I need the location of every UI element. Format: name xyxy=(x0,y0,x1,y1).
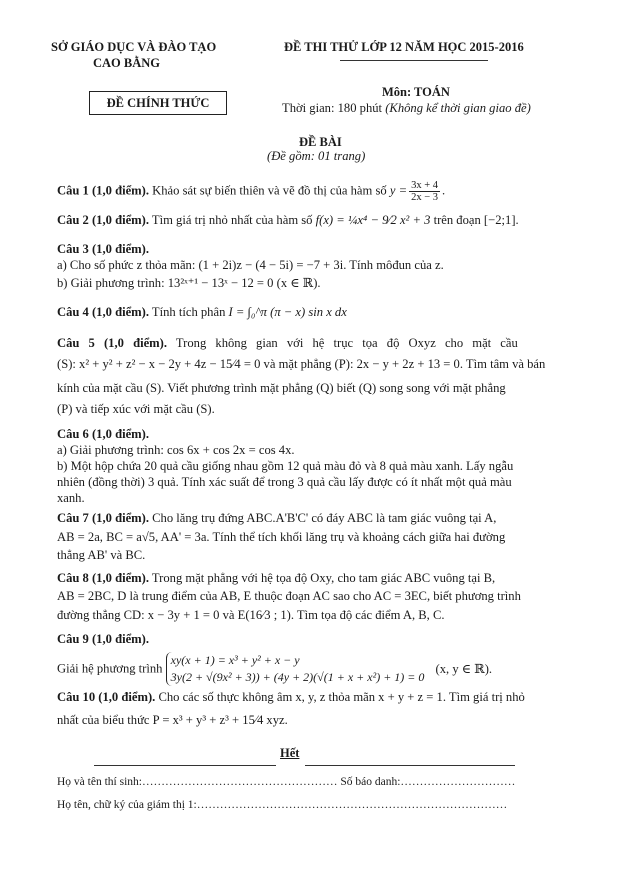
question-10-line-2: nhất của biểu thức P = x³ + y³ + z³ + 15⁄4 xyz. xyxy=(57,713,288,727)
question-6-part-b-line-1: b) Một hộp chứa 20 quả cầu giống nhau gồm 12 quả màu đỏ và 8 quả màu xanh. Lấy ngẫu xyxy=(57,459,514,473)
question-9-label: Câu 9 (1,0 điểm). xyxy=(57,632,149,646)
question-4 xyxy=(57,305,347,320)
question-5-line-3: kính của mặt cầu (S). Viết phương trình mặt phẳng (Q) biết (Q) song song với mặt phẳng xyxy=(57,381,506,395)
question-1-label: Câu 1 (1,0 điểm). xyxy=(57,183,149,198)
question-1-text: Khảo sát sự biến thiên và vẽ đồ thị của hàm số xyxy=(152,183,387,198)
question-3-label: Câu 3 (1,0 điểm). xyxy=(57,242,149,256)
question-2 xyxy=(57,213,519,228)
question-8-line-2: AB = 2BC, D là trung điểm của AB, E thuộc đoạn AC sao cho AC = 3EC, biết phương trình xyxy=(57,589,521,603)
supervisor-signature-line: Họ tên, chữ ký của giám thị 1:……………………………………………………………………… xyxy=(57,799,508,811)
question-10-line-1 xyxy=(57,690,525,705)
question-9-text: Giải hệ phương trình xyxy=(57,661,163,676)
question-6-part-b-line-3: xanh. xyxy=(57,491,85,505)
end-label: Hết xyxy=(280,746,300,760)
question-1-fn-lhs: y = xyxy=(389,183,408,198)
question-5-line-2: (S): x² + y² + z² − x − 2y + 4z − 15⁄4 = 0 và mặt phẳng (P): 2x − y + 2z + 13 = 0. Tìm tâm và bán xyxy=(57,357,546,371)
section-title: ĐỀ BÀI xyxy=(299,135,342,149)
department-province: CAO BẰNG xyxy=(93,56,161,70)
question-8-line-1 xyxy=(57,571,495,586)
subject-label: Môn: TOÁN xyxy=(382,85,450,99)
question-4-label: Câu 4 (1,0 điểm). xyxy=(57,305,149,319)
question-7-line-3: thẳng AB' và BC. xyxy=(57,548,146,562)
candidate-info-line: Họ và tên thí sinh:…………………………………………… Số báo danh:………………………… xyxy=(57,776,516,788)
question-5-text: Trong không gian với hệ trục tọa độ Oxyz cho mặt cầu xyxy=(175,336,518,350)
time-limit-note: (Không kể thời gian giao đề) xyxy=(385,101,531,115)
question-2-formula: f(x) = ¼x⁴ − 9⁄2 x² + 3 xyxy=(315,213,431,227)
question-4-text: Tính tích phân xyxy=(151,305,226,319)
time-limit-text: Thời gian: 180 phút xyxy=(282,101,383,115)
question-2-text: Tìm giá trị nhỏ nhất của hàm số xyxy=(151,213,313,227)
fraction-denominator: 2x − 3 xyxy=(411,192,438,203)
question-5-line-4: (P) và tiếp xúc với mặt cầu (S). xyxy=(57,402,215,416)
question-3-part-a: a) Cho số phức z thỏa mãn: (1 + 2i)z − (4 − 5i) = −7 + 3i. Tính môđun của z. xyxy=(57,258,444,272)
department-name: SỞ GIÁO DỤC VÀ ĐÀO TẠO xyxy=(51,40,217,54)
fraction-numerator: 3x + 4 xyxy=(411,180,438,191)
question-10-label: Câu 10 (1,0 điểm). xyxy=(57,690,156,704)
question-9-system xyxy=(57,652,492,686)
question-6-part-a: a) Giải phương trình: cos 6x + cos 2x = cos 4x. xyxy=(57,443,295,457)
question-7-text: Cho lăng trụ đứng ABC.A'B'C' có đáy ABC là tam giác vuông tại A, xyxy=(152,511,497,525)
time-limit xyxy=(282,101,531,116)
system-equation-1: xy(x + 1) = x³ + y² + x − y xyxy=(170,653,300,667)
question-9-domain: (x, y ∈ ℝ). xyxy=(435,661,493,676)
question-7-label: Câu 7 (1,0 điểm). xyxy=(57,511,149,525)
exam-title: ĐỀ THI THỬ LỚP 12 NĂM HỌC 2015-2016 xyxy=(284,40,524,54)
question-10-text: Cho các số thực không âm x, y, z thỏa mãn x + y + z = 1. Tìm giá trị nhỏ xyxy=(158,690,525,704)
title-underline xyxy=(340,60,488,61)
question-6-label: Câu 6 (1,0 điểm). xyxy=(57,427,149,441)
question-1-fraction xyxy=(409,180,440,203)
equation-system xyxy=(166,652,425,686)
question-2-tail: trên đoạn [−2;1]. xyxy=(433,213,519,227)
question-7-line-1 xyxy=(57,511,496,526)
pages-note: (Đề gồm: 01 trang) xyxy=(267,149,366,163)
question-3-part-b: b) Giải phương trình: 13²ˣ⁺¹ − 13ˣ − 12 = 0 (x ∈ ℝ). xyxy=(57,276,321,290)
system-equation-2: 3y(2 + √(9x² + 3)) + (4y + 2)(√(1 + x + x²) + 1) = 0 xyxy=(170,670,425,684)
question-2-label: Câu 2 (1,0 điểm). xyxy=(57,213,149,227)
end-rule-right xyxy=(305,765,515,766)
question-8-label: Câu 8 (1,0 điểm). xyxy=(57,571,149,585)
question-7-line-2: AB = 2a, BC = a√5, AA' = 3a. Tính thể tích khối lăng trụ và khoảng cách giữa hai đường xyxy=(57,530,506,544)
question-5-label: Câu 5 (1,0 điểm). xyxy=(57,336,167,350)
question-8-text: Trong mặt phẳng với hệ tọa độ Oxy, cho tam giác ABC vuông tại B, xyxy=(151,571,496,585)
question-4-formula: I = ∫₀^π (π − x) sin x dx xyxy=(228,305,347,319)
question-8-line-3: đường thẳng CD: x − 3y + 1 = 0 và E(16⁄3 ; 1). Tìm tọa độ các điểm A, B, C. xyxy=(57,608,445,622)
question-1 xyxy=(57,180,445,203)
end-rule-left xyxy=(94,765,276,766)
official-exam-box: ĐỀ CHÍNH THỨC xyxy=(89,91,227,115)
question-5-line-1 xyxy=(57,336,518,351)
question-6-part-b-line-2: nhiên (đồng thời) 3 quả. Tính xác suất để trong 3 quả cầu lấy được có ít nhất một quả màu xyxy=(57,475,512,489)
question-1-end: . xyxy=(442,183,446,198)
